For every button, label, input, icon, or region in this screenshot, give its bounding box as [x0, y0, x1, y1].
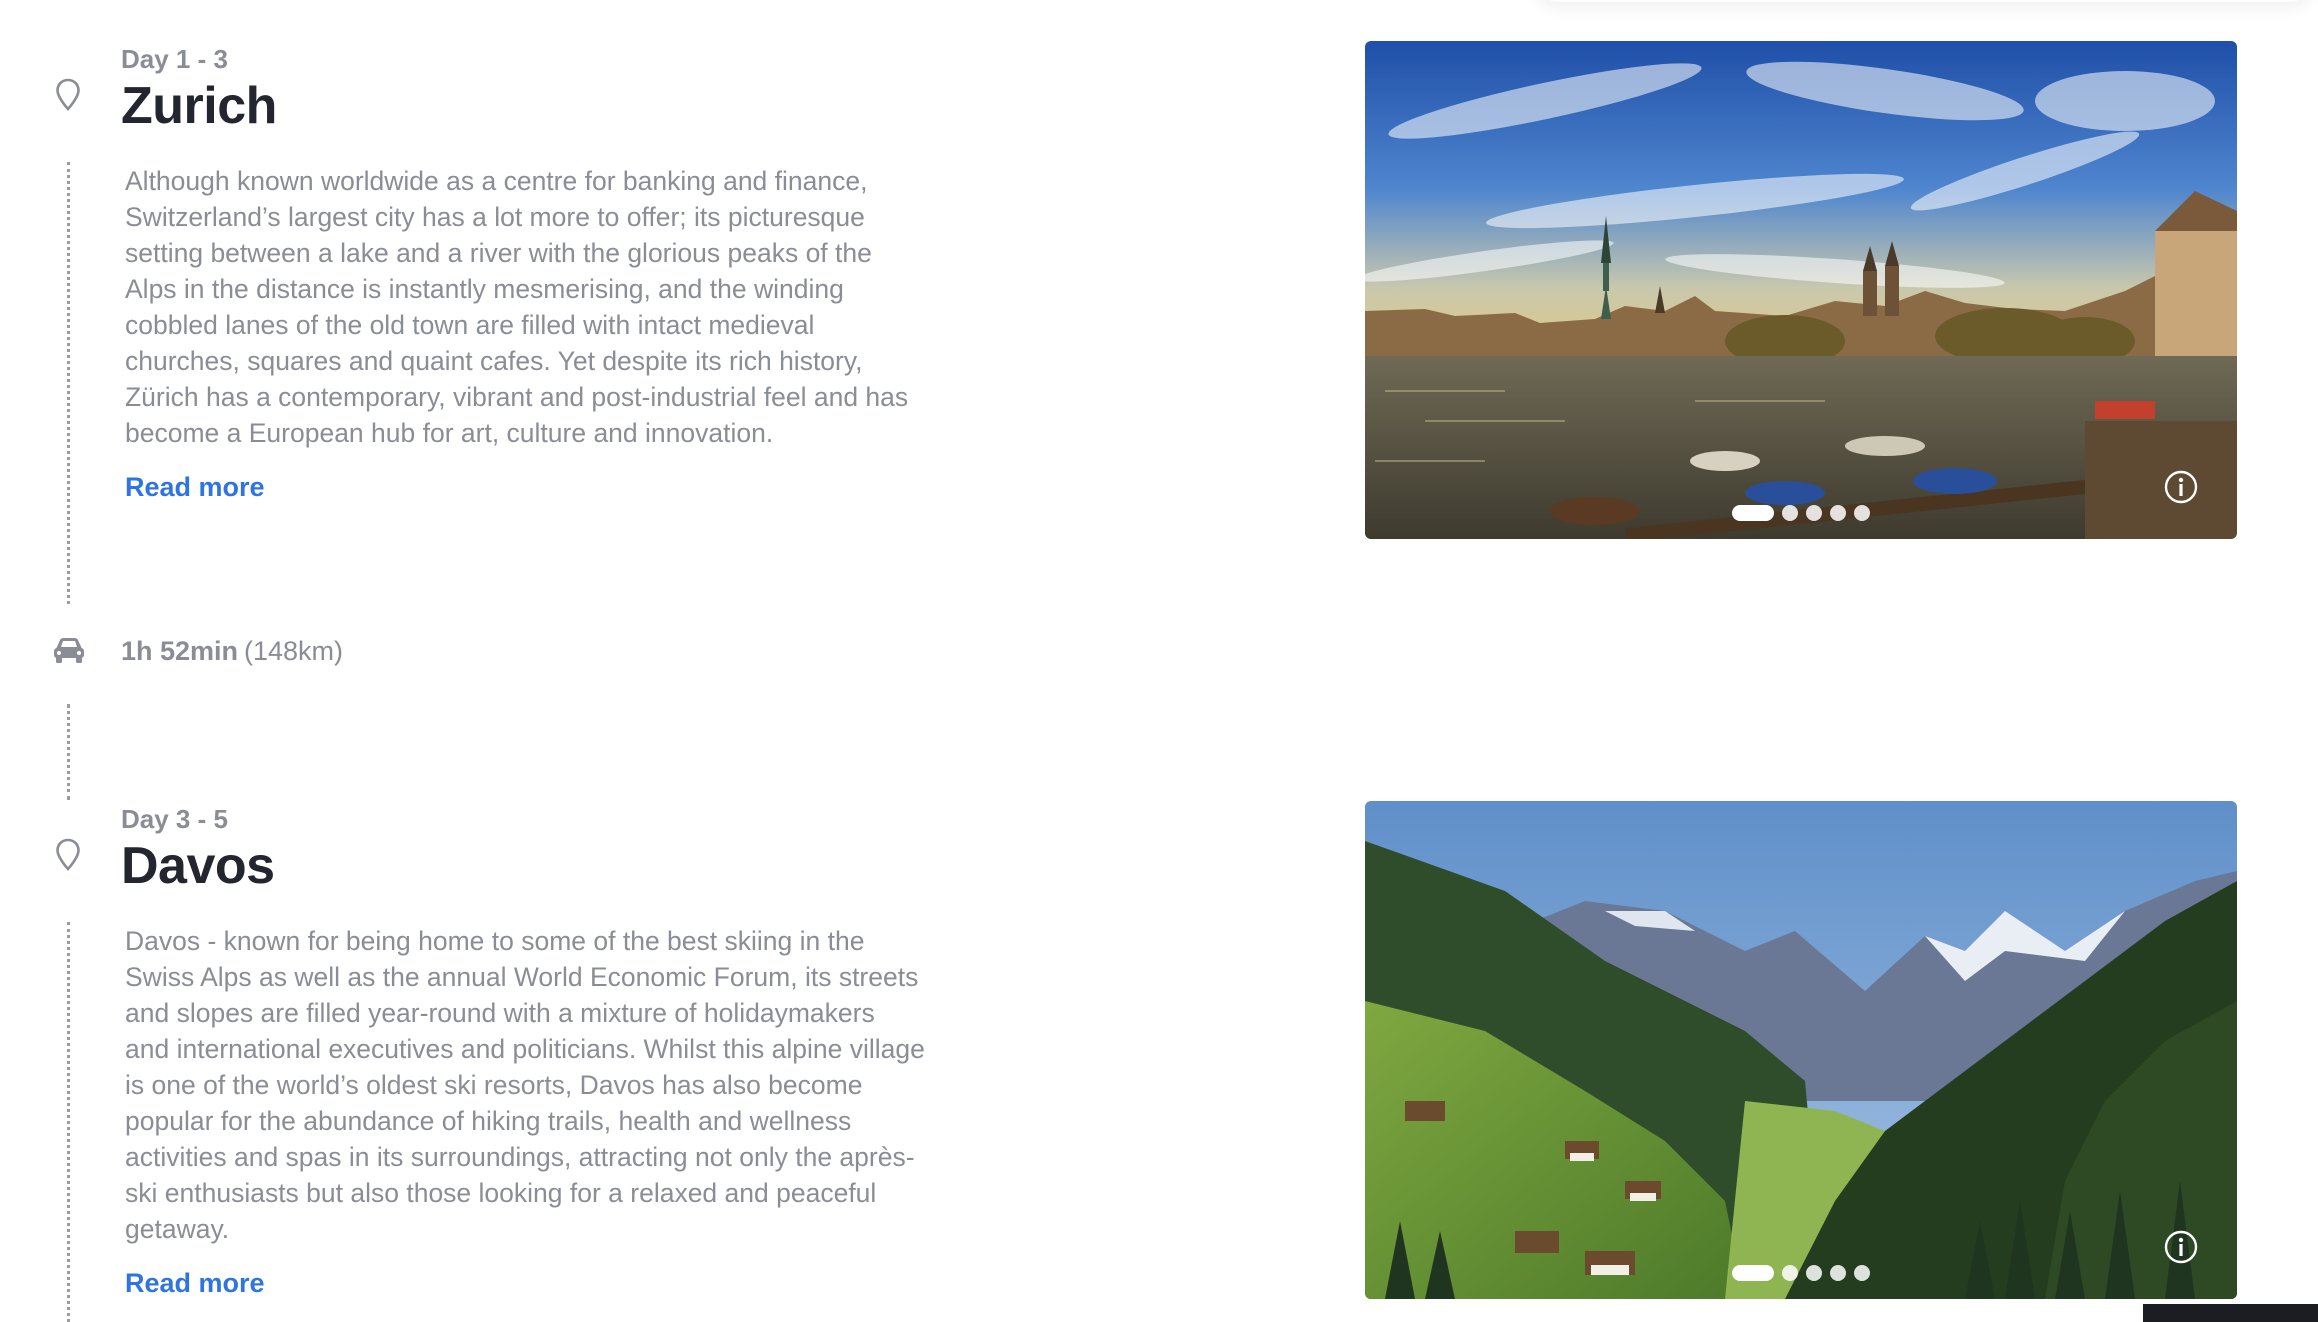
carousel-dot-active[interactable]	[1732, 505, 1774, 521]
car-icon	[52, 635, 86, 665]
carousel-pager	[1732, 1265, 1870, 1281]
carousel-dot[interactable]	[1806, 505, 1822, 521]
carousel-dot-active[interactable]	[1732, 1265, 1774, 1281]
carousel-dot[interactable]	[1854, 505, 1870, 521]
carousel-dot[interactable]	[1806, 1265, 1822, 1281]
carousel-dot[interactable]	[1830, 505, 1846, 521]
read-more-link[interactable]: Read more	[125, 472, 265, 502]
city-title: Davos	[121, 837, 275, 895]
city-photo-carousel[interactable]	[1365, 801, 2237, 1299]
carousel-dot[interactable]	[1782, 505, 1798, 521]
city-description: Although known worldwide as a centre for banking and finance, Switzerland’s largest city has a lot more to offer; its picturesque setting between a lake and a river with the glorious peaks of the Alps in the distance is instantly mesmerising, and the winding cobbled lanes of the old town are filled with intact medieval churches, squares and quaint cafes. Yet despite its rich history, Zürich has a contemporary, vibrant and post-industrial feel and has become a European hub for art, culture and innovation.	[125, 166, 909, 448]
drive-duration: 1h 52min	[121, 636, 239, 666]
map-pin-icon	[55, 838, 81, 872]
map-pin-icon	[55, 78, 81, 112]
read-more-link[interactable]: Read more	[125, 1268, 265, 1298]
timeline-connector	[67, 922, 70, 1322]
carousel-dot[interactable]	[1830, 1265, 1846, 1281]
day-range-label: Day 1 - 3	[121, 44, 228, 74]
drive-distance: (148km)	[244, 636, 344, 666]
carousel-dot[interactable]	[1854, 1265, 1870, 1281]
day-range-label: Day 3 - 5	[121, 804, 228, 834]
city-photo-carousel[interactable]	[1365, 41, 2237, 539]
timeline-connector	[67, 704, 70, 800]
carousel-dot[interactable]	[1782, 1265, 1798, 1281]
info-icon[interactable]	[2163, 1229, 2199, 1265]
carousel-pager	[1732, 505, 1870, 521]
zurich-photo	[1365, 41, 2237, 539]
drive-segment	[0, 630, 900, 680]
davos-photo	[1365, 801, 2237, 1299]
timeline-connector	[67, 162, 70, 604]
header-shadow	[1530, 0, 2318, 2]
info-icon[interactable]	[2163, 469, 2199, 505]
city-title: Zurich	[121, 77, 277, 135]
city-description: Davos - known for being home to some of the best skiing in the Swiss Alps as well as the annual World Economic Forum, its streets and slopes are filled year-round with a mixture of holidaymakers and international executives and politicians. Whilst this alpine village is one of the world’s oldest ski resorts, Davos has also become popular for the abundance of hiking trails, health and wellness activities and spas in its surroundings, attracting not only the après-ski enthusiasts but also those looking for a relaxed and peaceful getaway.	[125, 926, 925, 1244]
floating-panel-edge	[2143, 1304, 2318, 1322]
